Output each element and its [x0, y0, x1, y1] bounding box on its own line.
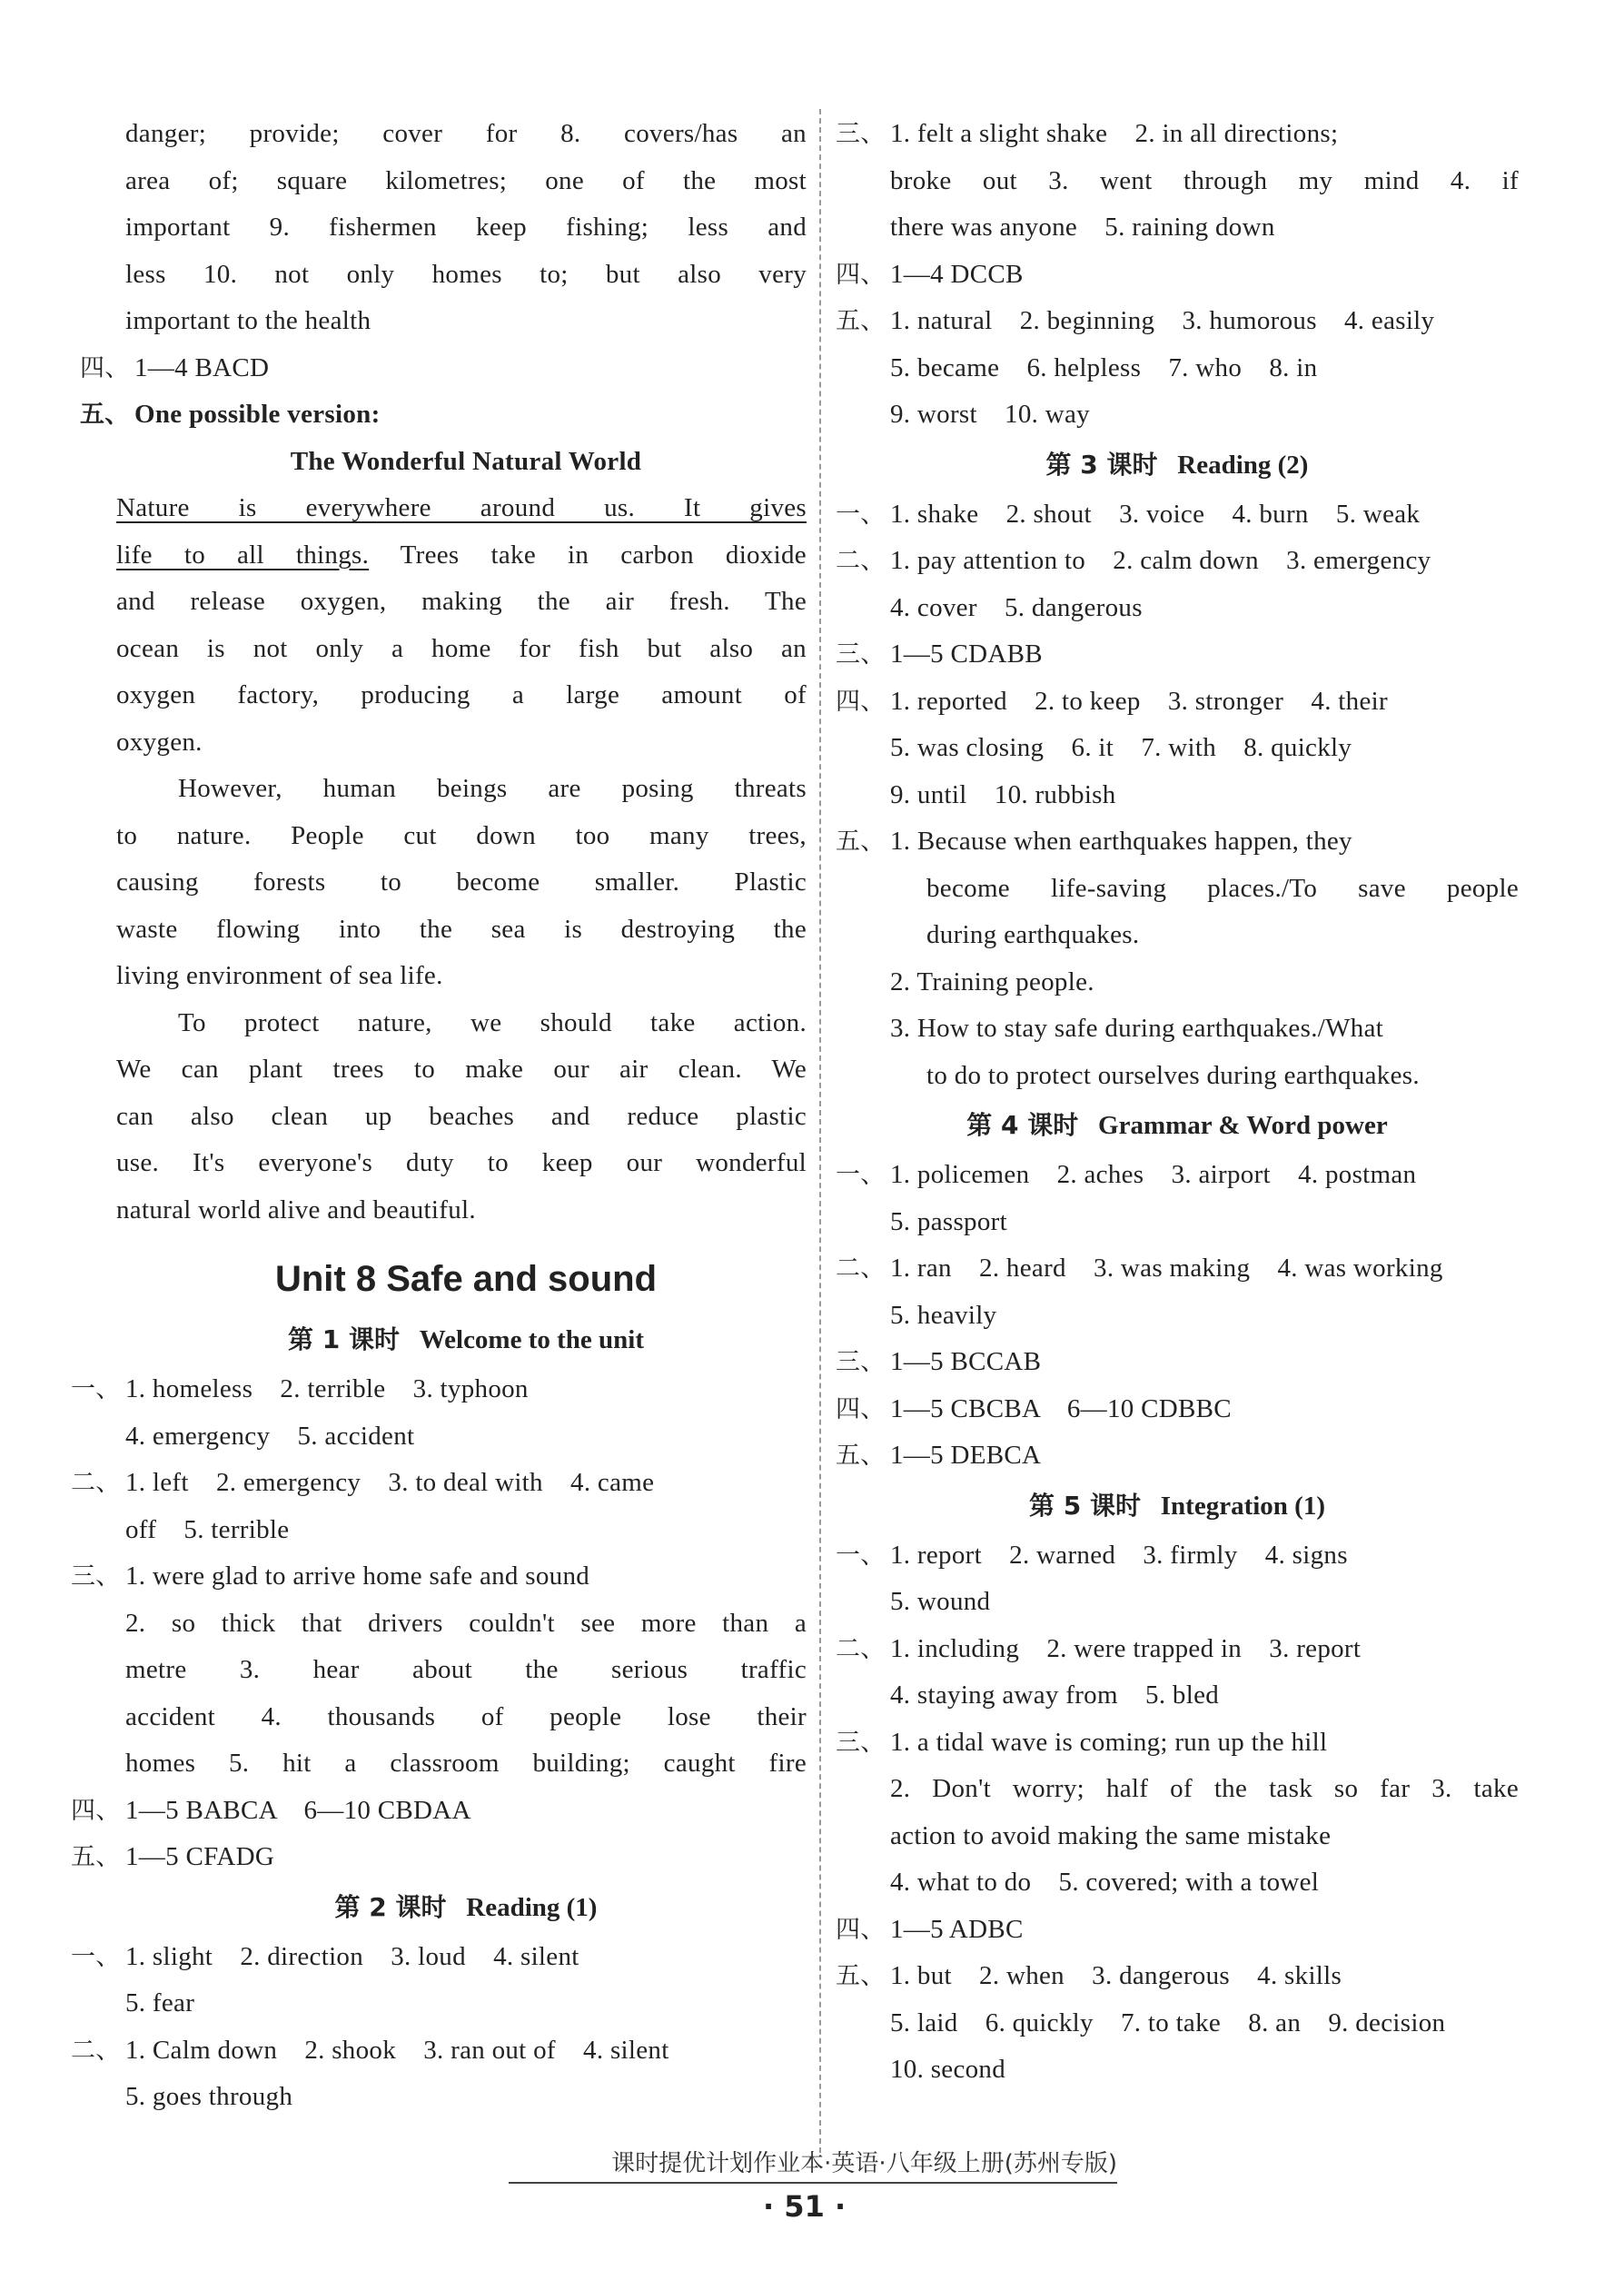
left-column [71, 111, 807, 2121]
answer-line [836, 252, 1519, 299]
page-footer: 课时提优计划作业本·英语·八年级上册(苏州专版) [509, 2146, 1117, 2184]
section-label: 四、 [80, 353, 130, 382]
answer-text: 1—5 CFADG [125, 1842, 275, 1871]
answer-text: 1. left 2. emergency 3. to deal with 4. came [125, 1468, 655, 1497]
answer-line: there was anyone 5. raining down [890, 213, 1275, 242]
section-label: 二、 [71, 2036, 121, 2065]
answer-line [836, 1907, 1519, 1954]
answer-line [836, 1720, 1519, 1767]
answer-line: 4. emergency 5. accident [125, 1421, 415, 1451]
right-column [836, 111, 1519, 2094]
answer-text: 1—5 BCCAB [890, 1347, 1042, 1376]
answer-line [71, 1934, 807, 1981]
essay-line [116, 485, 807, 532]
answer-line: 5. fear [125, 1988, 195, 2017]
answer-text: 1. report 2. warned 3. firmly 4. signs [890, 1540, 1348, 1570]
answer-line: metre 3. hear about the serious traffic [125, 1655, 807, 1684]
section-label: 三、 [836, 640, 886, 669]
answer-line [80, 345, 807, 392]
section-label: 三、 [836, 1728, 886, 1757]
section-label: 二、 [836, 547, 886, 575]
answer-text: 1—5 BABCA 6—10 CBDAA [125, 1795, 471, 1825]
answer-text: 1. shake 2. shout 3. voice 4. burn 5. weak [890, 499, 1421, 529]
essay-line: to nature. People cut down too many trees, [116, 820, 807, 850]
answer-text: 1—5 CDABB [890, 639, 1043, 669]
essay-title: The Wonderful Natural World [290, 446, 642, 476]
answer-text: 1. but 2. when 3. dangerous 4. skills [890, 1961, 1342, 1990]
answer-line: 4. staying away from 5. bled [890, 1680, 1220, 1710]
lesson-number: 第 4 课时 [966, 1110, 1079, 1140]
answer-text: 1—4 DCCB [890, 259, 1024, 289]
answer-line [836, 631, 1519, 679]
answer-line [836, 1245, 1519, 1293]
answer-line [836, 1152, 1519, 1199]
answer-line [71, 1366, 807, 1413]
answer-line [836, 1339, 1519, 1386]
answer-line [836, 491, 1519, 539]
answer-line [80, 392, 807, 439]
text-line: danger; provide; cover for 8. covers/has an [125, 119, 807, 148]
answer-line: 3. How to stay safe during earthquakes./What [890, 1014, 1384, 1043]
answer-line [836, 1626, 1519, 1673]
unit-title: Unit 8 Safe and sound [274, 1259, 658, 1299]
essay-line: We can plant trees to make our air clean. We [116, 1055, 807, 1084]
section-label: 五、 [836, 1442, 886, 1470]
answer-line [71, 1460, 807, 1507]
answer-line: 5. became 6. helpless 7. who 8. in [890, 352, 1318, 382]
answer-line: 9. until 10. rubbish [890, 779, 1116, 809]
lesson-heading [836, 439, 1519, 491]
answer-line: 5. was closing 6. it 7. with 8. quickly [890, 733, 1352, 762]
answer-text: 1—5 DEBCA [890, 1441, 1042, 1470]
lesson-number: 第 3 课时 [1045, 449, 1158, 480]
lesson-heading [836, 1099, 1519, 1152]
essay-line: natural world alive and beautiful. [116, 1195, 476, 1224]
section-label: 一、 [836, 1541, 886, 1570]
essay-line: However, human beings are posing threats [178, 774, 807, 803]
text-line: important to the health [125, 306, 371, 335]
essay-line: and release oxygen, making the air fresh. The [116, 587, 807, 616]
answer-line: 5. passport [890, 1206, 1007, 1236]
section-label: 三、 [836, 120, 886, 148]
answer-text: 1—5 CBCBA 6—10 CDBBC [890, 1393, 1232, 1423]
answer-text: 1—5 ADBC [890, 1914, 1024, 1944]
section-label: 一、 [71, 1375, 121, 1403]
text-line: important 9. fishermen keep fishing; less and [125, 213, 807, 242]
answer-line: 2. Don't worry; half of the task so far 3. take [890, 1774, 1519, 1803]
answer-line: 5. wound [890, 1587, 991, 1616]
answer-text: 1. a tidal wave is coming; run up the hill [890, 1727, 1328, 1757]
answer-line: 5. laid 6. quickly 7. to take 8. an 9. decision [890, 2007, 1446, 2037]
answer-line [71, 1553, 807, 1601]
answer-line: 5. heavily [890, 1300, 997, 1330]
section-label: 二、 [71, 1469, 121, 1497]
answer-line: off 5. terrible [125, 1514, 290, 1544]
answer-line: accident 4. thousands of people lose their [125, 1701, 807, 1731]
lesson-title: Reading (2) [1177, 450, 1309, 480]
section-label: 四、 [71, 1796, 121, 1825]
section-label: 一、 [71, 1942, 121, 1971]
essay-text: Trees take in carbon dioxide [369, 540, 807, 570]
answer-line: broke out 3. went through my mind 4. if [890, 165, 1519, 195]
answer-text: 1. policemen 2. aches 3. airport 4. postman [890, 1160, 1417, 1189]
section-label: 五、 [71, 1843, 121, 1871]
answer-line: to do to protect ourselves during earthquakes. [926, 1060, 1420, 1090]
answer-text: 1. slight 2. direction 3. loud 4. silent [125, 1941, 579, 1971]
lesson-number: 第 1 课时 [288, 1324, 400, 1354]
underlined-text: Nature is everywhere around us. It gives [116, 493, 807, 522]
answer-line: 4. what to do 5. covered; with a towel [890, 1868, 1320, 1897]
essay-line: To protect nature, we should take action. [178, 1007, 807, 1037]
answer-line [836, 1532, 1519, 1580]
essay-line: ocean is not only a home for fish but also an [116, 633, 807, 663]
answer-text: 1. Because when earthquakes happen, they [890, 827, 1352, 856]
essay-line: use. It's everyone's duty to keep our wonderful [116, 1148, 807, 1177]
answer-text: One possible version: [134, 400, 381, 429]
answer-line: 9. worst 10. way [890, 400, 1090, 429]
lesson-heading [125, 1313, 807, 1366]
answer-text: 1. felt a slight shake 2. in all directions; [890, 119, 1339, 148]
answer-line [836, 1953, 1519, 2000]
answer-line: 10. second [890, 2055, 1006, 2084]
answer-line: 2. Training people. [890, 967, 1094, 996]
answer-line [71, 2027, 807, 2075]
answer-line [836, 111, 1519, 158]
section-label: 四、 [836, 1394, 886, 1423]
section-label: 四、 [836, 1915, 886, 1944]
essay-line: causing forests to become smaller. Plastic [116, 867, 807, 897]
answer-line [836, 1432, 1519, 1480]
essay-line: oxygen. [116, 727, 203, 757]
lesson-number: 第 2 课时 [334, 1891, 447, 1922]
answer-line [836, 1386, 1519, 1433]
answer-line: homes 5. hit a classroom building; caught fire [125, 1749, 807, 1778]
answer-line: become life-saving places./To save people [926, 873, 1519, 903]
page-number: · 51 · [763, 2189, 847, 2224]
lesson-title: Integration (1) [1160, 1491, 1325, 1521]
section-label: 二、 [836, 1254, 886, 1283]
answer-text: 1. Calm down 2. shook 3. ran out of 4. silent [125, 2035, 669, 2065]
section-label: 一、 [836, 500, 886, 529]
answer-line: 5. goes through [125, 2082, 293, 2111]
answer-line [836, 679, 1519, 726]
answer-line: 4. cover 5. dangerous [890, 592, 1143, 622]
text-line: less 10. not only homes to; but also very [125, 259, 807, 289]
lesson-title: Welcome to the unit [419, 1325, 644, 1354]
lesson-title: Grammar & Word power [1098, 1111, 1388, 1140]
lesson-title: Reading (1) [466, 1892, 598, 1922]
answer-line: 2. so thick that drivers couldn't see more than a [125, 1608, 807, 1638]
answer-text: 1. were glad to arrive home safe and sound [125, 1561, 590, 1591]
answer-text: 1. homeless 2. terrible 3. typhoon [125, 1374, 529, 1403]
answer-text: 1. natural 2. beginning 3. humorous 4. easily [890, 306, 1435, 335]
answer-line: action to avoid making the same mistake [890, 1820, 1332, 1850]
essay-line [116, 532, 807, 580]
lesson-heading [125, 1881, 807, 1934]
section-label: 二、 [836, 1634, 886, 1663]
essay-line: can also clean up beaches and reduce plastic [116, 1101, 807, 1131]
essay-line: waste flowing into the sea is destroying the [116, 914, 807, 944]
answer-line [836, 298, 1519, 345]
section-label: 四、 [836, 260, 886, 289]
answer-text: 1. including 2. were trapped in 3. report [890, 1633, 1362, 1663]
answer-text: 1. reported 2. to keep 3. stronger 4. their [890, 686, 1388, 716]
section-label: 四、 [836, 687, 886, 716]
section-label: 五、 [836, 828, 886, 856]
answer-line [71, 1788, 807, 1835]
section-label: 五、 [836, 307, 886, 335]
section-label: 一、 [836, 1161, 886, 1189]
answer-text: 1. ran 2. heard 3. was making 4. was working [890, 1254, 1443, 1283]
essay-line: oxygen factory, producing a large amount of [116, 680, 807, 709]
answer-text: 1. pay attention to 2. calm down 3. emergency [890, 546, 1431, 575]
column-divider [819, 109, 821, 2153]
essay-line: living environment of sea life. [116, 961, 443, 990]
section-label: 三、 [836, 1348, 886, 1376]
answer-line: during earthquakes. [926, 920, 1140, 949]
section-label: 三、 [71, 1562, 121, 1591]
section-label: 五、 [80, 401, 130, 428]
text-line: area of; square kilometres; one of the most [125, 165, 807, 195]
answer-line [71, 1834, 807, 1881]
lesson-number: 第 5 课时 [1029, 1490, 1141, 1521]
section-label: 五、 [836, 1962, 886, 1990]
lesson-heading [836, 1480, 1519, 1532]
underlined-text: life to all things. [116, 540, 370, 570]
answer-line [836, 538, 1519, 585]
answer-line [836, 818, 1519, 866]
answer-text: 1—4 BACD [134, 352, 270, 382]
